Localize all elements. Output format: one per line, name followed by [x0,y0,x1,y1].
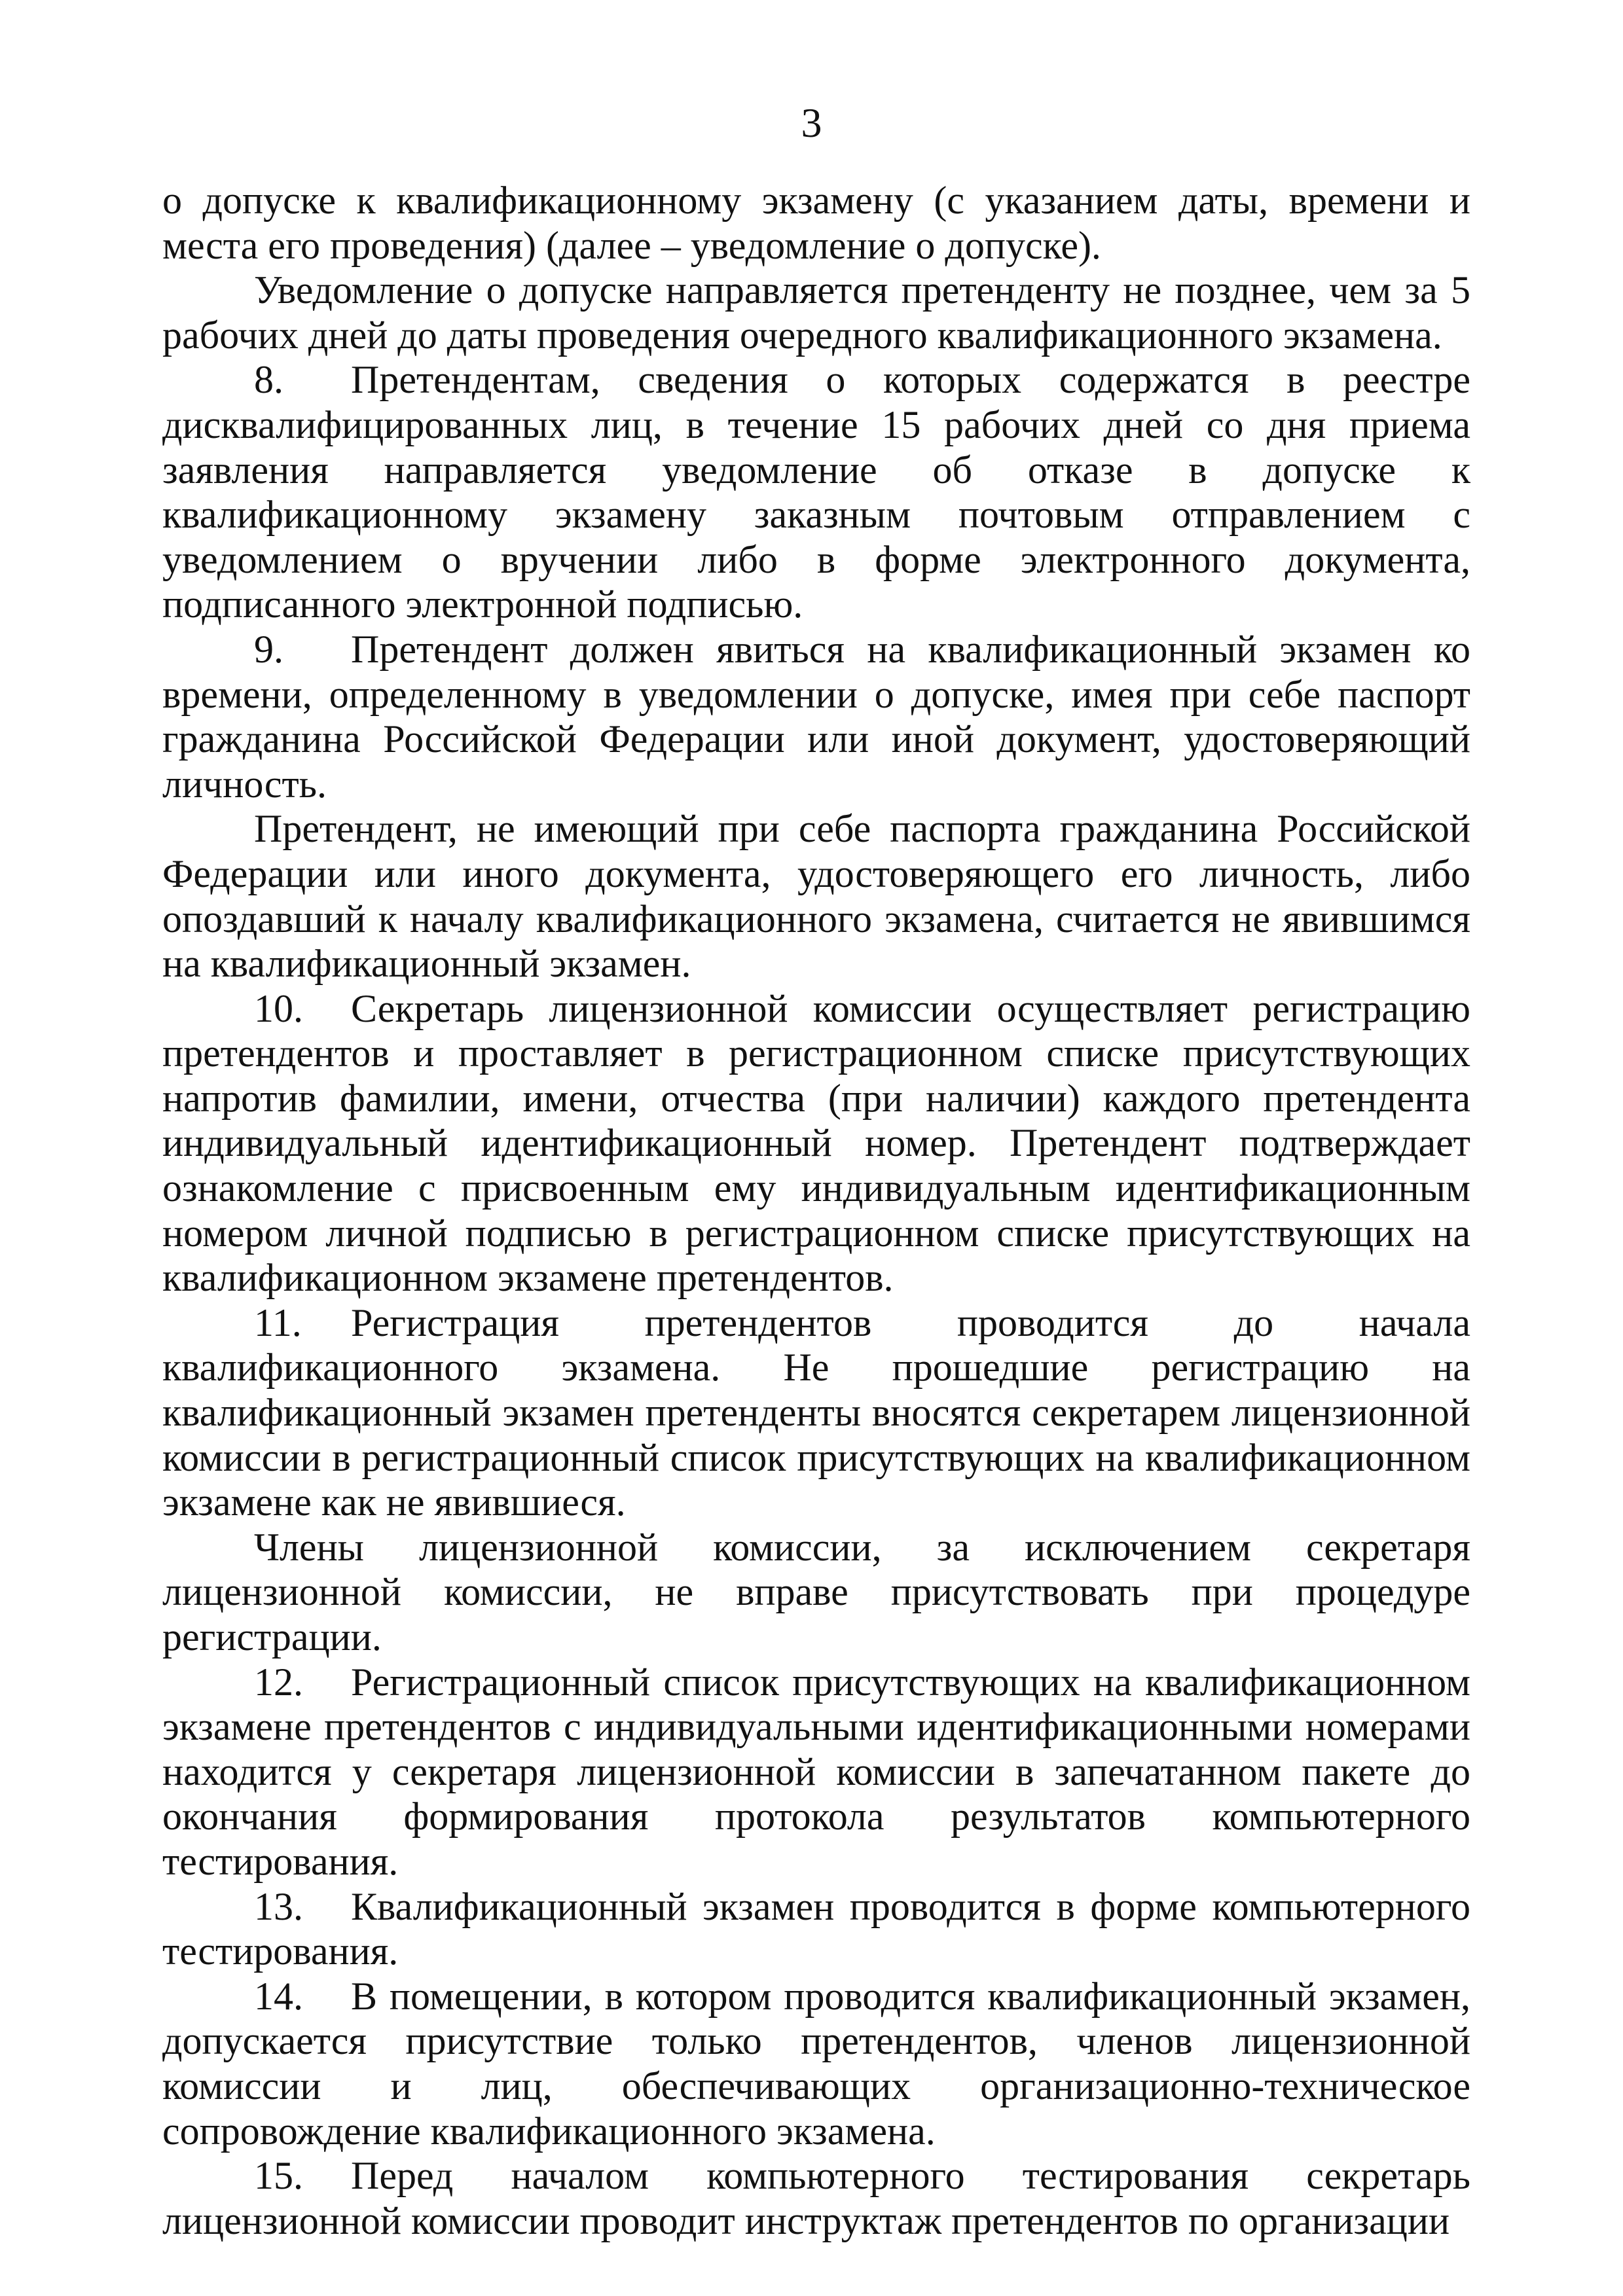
clause-text: Перед началом компьютерного тестирования секретарь лицензионной комиссии проводит инструктаж претендентов по организации [162,2154,1470,2242]
clause-number: 15. [254,2154,303,2198]
clause-number: 8. [254,358,283,402]
clause-text: Претендентам, сведения о которых содержатся в реестре дисквалифицированных лиц, в течение 15 рабочих дней со дня приема заявления направляется уведомление об отказе в допуске к квалификационному экзамену заказным почтовым отправлением с уведомлением о вручении либо в форме электронного документа, подписанного электронной подписью. [162,358,1470,626]
paragraph-text: о допуске к квалификационному экзамену (с указанием даты, времени и места его проведения) (далее – уведомление о допуске). [162,179,1470,267]
paragraph-notice-deadline [162,268,1470,357]
clause-15 [162,2153,1470,2243]
clause-number: 10. [254,986,303,1030]
paragraph-commission-members [162,1525,1470,1660]
clause-12 [162,1660,1470,1884]
clause-number: 14. [254,1974,303,2018]
page-number: 3 [801,99,822,146]
clause-number: 13. [254,1884,303,1928]
clause-number: 12. [254,1660,303,1704]
clause-number: 9. [254,627,283,671]
clause-8 [162,357,1470,627]
clause-14 [162,1974,1470,2153]
clause-text: Секретарь лицензионной комиссии осуществляет регистрацию претендентов и проставляет в регистрационном списке присутствующих напротив фамилии, имени, отчества (при наличии) каждого претендента индивидуальный идентификационный номер. Претендент подтверждает ознакомление с присвоенным ему индивидуальным идентификационным номером личной подписью в регистрационном списке присутствующих на квалификационном экзамене претендентов. [162,986,1470,1300]
clause-9 [162,627,1470,806]
clause-text: В помещении, в котором проводится квалификационный экзамен, допускается присутствие только претендентов, членов лицензионной комиссии и лиц, обеспечивающих организационно-техническое сопровождение квалификационного экзамена. [162,1974,1470,2153]
clause-text: Квалификационный экзамен проводится в форме компьютерного тестирования. [162,1884,1470,1973]
document-body [162,178,1470,2243]
paragraph-text: Уведомление о допуске направляется претенденту не позднее, чем за 5 рабочих дней до даты проведения очередного квалификационного экзамена. [162,268,1470,357]
clause-text: Регистрационный список присутствующих на квалификационном экзамене претендентов с индивидуальными идентификационными номерами находится у секретаря лицензионной комиссии в запечатанном пакете до окончания формирования протокола результатов компьютерного тестирования. [162,1660,1470,1883]
clause-10 [162,986,1470,1300]
clause-text: Претендент должен явиться на квалификационный экзамен ко времени, определенному в уведомлении о допуске, имея при себе паспорт гражданина Российской Федерации или иной документ, удостоверяющий личность. [162,627,1470,806]
paragraph-text: Претендент, не имеющий при себе паспорта гражданина Российской Федерации или иного документа, удостоверяющего его личность, либо опоздавший к началу квалификационного экзамена, считается не явившимся на квалификационный экзамен. [162,807,1470,986]
clause-text: Регистрация претендентов проводится до начала квалификационного экзамена. Не прошедшие регистрацию на квалификационный экзамен претенденты вносятся секретарем лицензионной комиссии в регистрационный список присутствующих на квалификационном экзамене как не явившиеся. [162,1300,1470,1524]
paragraph-continuation [162,178,1470,268]
clause-11 [162,1300,1470,1525]
clause-13 [162,1884,1470,1974]
paragraph-text: Члены лицензионной комиссии, за исключением секретаря лицензионной комиссии, не вправе присутствовать при процедуре регистрации. [162,1525,1470,1659]
clause-number: 11. [254,1300,302,1344]
paragraph-no-passport [162,806,1470,986]
